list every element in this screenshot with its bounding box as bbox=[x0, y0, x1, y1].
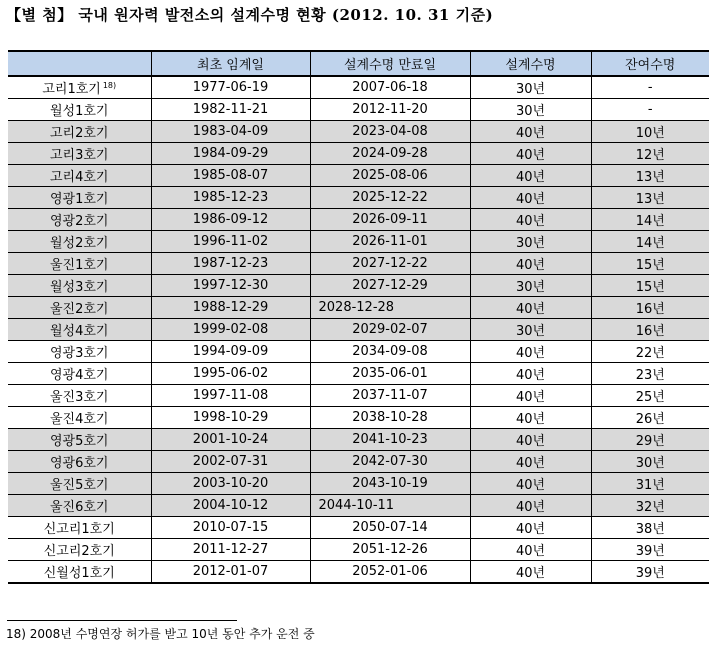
unit-name: 울진3호기 bbox=[49, 390, 109, 405]
design-life-cell: 40년 bbox=[470, 429, 591, 451]
reactor-lifespan-table bbox=[8, 50, 709, 584]
unit-name: 울진6호기 bbox=[49, 500, 109, 515]
remaining-life-cell: 16년 bbox=[591, 297, 709, 319]
first-criticality-cell: 1995-06-02 bbox=[151, 363, 310, 385]
table-row bbox=[8, 319, 709, 341]
design-life-cell: 40년 bbox=[470, 187, 591, 209]
design-life-cell: 30년 bbox=[470, 76, 591, 99]
first-criticality-cell: 2004-10-12 bbox=[151, 495, 310, 517]
header-design-life: 설계수명 bbox=[470, 51, 591, 76]
design-life-expiry-cell: 2038-10-28 bbox=[310, 407, 470, 429]
unit-name-cell bbox=[8, 363, 151, 385]
unit-name-cell bbox=[8, 539, 151, 561]
unit-name-cell bbox=[8, 99, 151, 121]
first-criticality-cell: 2012-01-07 bbox=[151, 561, 310, 584]
first-criticality-cell: 1984-09-29 bbox=[151, 143, 310, 165]
design-life-expiry-cell: 2050-07-14 bbox=[310, 517, 470, 539]
unit-name-cell bbox=[8, 231, 151, 253]
remaining-life-cell: 29년 bbox=[591, 429, 709, 451]
unit-name-cell bbox=[8, 561, 151, 584]
unit-name: 월성4호기 bbox=[49, 324, 109, 339]
design-life-cell: 40년 bbox=[470, 539, 591, 561]
first-criticality-cell: 1982-11-21 bbox=[151, 99, 310, 121]
remaining-life-cell: 15년 bbox=[591, 275, 709, 297]
remaining-life-cell: 16년 bbox=[591, 319, 709, 341]
design-life-expiry-cell: 2027-12-22 bbox=[310, 253, 470, 275]
remaining-life-cell: 13년 bbox=[591, 165, 709, 187]
header-remaining-life: 잔여수명 bbox=[591, 51, 709, 76]
table-row bbox=[8, 407, 709, 429]
design-life-expiry-cell: 2041-10-23 bbox=[310, 429, 470, 451]
table-row bbox=[8, 341, 709, 363]
remaining-life-cell: 38년 bbox=[591, 517, 709, 539]
remaining-life-cell: 25년 bbox=[591, 385, 709, 407]
unit-name: 고리4호기 bbox=[49, 170, 109, 185]
design-life-cell: 40년 bbox=[470, 209, 591, 231]
design-life-cell: 40년 bbox=[470, 363, 591, 385]
first-criticality-cell: 1997-11-08 bbox=[151, 385, 310, 407]
header-design-life-expiry: 설계수명 만료일 bbox=[310, 51, 470, 76]
design-life-cell: 40년 bbox=[470, 473, 591, 495]
design-life-expiry-cell: 2035-06-01 bbox=[310, 363, 470, 385]
unit-name-cell bbox=[8, 297, 151, 319]
table-row bbox=[8, 275, 709, 297]
design-life-cell: 40년 bbox=[470, 561, 591, 584]
unit-name: 울진5호기 bbox=[49, 478, 109, 493]
unit-name-cell bbox=[8, 209, 151, 231]
unit-name: 고리1호기 bbox=[42, 82, 101, 97]
first-criticality-cell: 2010-07-15 bbox=[151, 517, 310, 539]
design-life-cell: 40년 bbox=[470, 451, 591, 473]
design-life-cell: 40년 bbox=[470, 297, 591, 319]
table-row bbox=[8, 429, 709, 451]
unit-name: 고리2호기 bbox=[49, 126, 109, 141]
design-life-cell: 30년 bbox=[470, 275, 591, 297]
design-life-expiry-cell: 2025-12-22 bbox=[310, 187, 470, 209]
unit-name-cell bbox=[8, 517, 151, 539]
unit-name: 월성1호기 bbox=[49, 104, 109, 119]
table-row bbox=[8, 385, 709, 407]
table-row bbox=[8, 297, 709, 319]
design-life-expiry-cell: 2029-02-07 bbox=[310, 319, 470, 341]
first-criticality-cell: 1996-11-02 bbox=[151, 231, 310, 253]
header-first-criticality: 최초 임계일 bbox=[151, 51, 310, 76]
unit-name: 영광4호기 bbox=[49, 368, 109, 383]
design-life-cell: 40년 bbox=[470, 385, 591, 407]
design-life-expiry-cell: 2034-09-08 bbox=[310, 341, 470, 363]
remaining-life-cell: 31년 bbox=[591, 473, 709, 495]
unit-name: 울진2호기 bbox=[49, 302, 109, 317]
design-life-cell: 40년 bbox=[470, 341, 591, 363]
design-life-expiry-cell: 2026-09-11 bbox=[310, 209, 470, 231]
design-life-expiry-cell: 2037-11-07 bbox=[310, 385, 470, 407]
unit-name-cell bbox=[8, 385, 151, 407]
remaining-life-cell: 22년 bbox=[591, 341, 709, 363]
table-row bbox=[8, 539, 709, 561]
design-life-cell: 30년 bbox=[470, 231, 591, 253]
first-criticality-cell: 1986-09-12 bbox=[151, 209, 310, 231]
unit-name-cell bbox=[8, 429, 151, 451]
remaining-life-cell: - bbox=[591, 76, 709, 99]
remaining-life-cell: 26년 bbox=[591, 407, 709, 429]
unit-name-cell bbox=[8, 341, 151, 363]
table-row bbox=[8, 76, 709, 99]
unit-name: 신월성1호기 bbox=[43, 566, 115, 581]
first-criticality-cell: 1977-06-19 bbox=[151, 76, 310, 99]
table-row bbox=[8, 473, 709, 495]
unit-name-cell bbox=[8, 76, 151, 99]
remaining-life-cell: 14년 bbox=[591, 209, 709, 231]
design-life-expiry-cell: 2012-11-20 bbox=[310, 99, 470, 121]
design-life-expiry-cell: 2052-01-06 bbox=[310, 561, 470, 584]
unit-name: 영광2호기 bbox=[49, 214, 109, 229]
remaining-life-cell: 14년 bbox=[591, 231, 709, 253]
design-life-expiry-cell: 2007-06-18 bbox=[310, 76, 470, 99]
unit-name: 울진1호기 bbox=[49, 258, 109, 273]
remaining-life-cell: 30년 bbox=[591, 451, 709, 473]
footnote-ref: 18) bbox=[102, 80, 117, 90]
first-criticality-cell: 2002-07-31 bbox=[151, 451, 310, 473]
unit-name: 신고리2호기 bbox=[43, 544, 115, 559]
table-row bbox=[8, 99, 709, 121]
design-life-expiry-cell: 2043-10-19 bbox=[310, 473, 470, 495]
design-life-cell: 30년 bbox=[470, 99, 591, 121]
remaining-life-cell: 15년 bbox=[591, 253, 709, 275]
design-life-expiry-cell: 2025-08-06 bbox=[310, 165, 470, 187]
unit-name-cell bbox=[8, 473, 151, 495]
table-row bbox=[8, 209, 709, 231]
table-row bbox=[8, 165, 709, 187]
remaining-life-cell: 32년 bbox=[591, 495, 709, 517]
unit-name-cell bbox=[8, 121, 151, 143]
first-criticality-cell: 1988-12-29 bbox=[151, 297, 310, 319]
table-row bbox=[8, 187, 709, 209]
unit-name: 월성3호기 bbox=[49, 280, 109, 295]
first-criticality-cell: 2011-12-27 bbox=[151, 539, 310, 561]
table-row bbox=[8, 517, 709, 539]
remaining-life-cell: 39년 bbox=[591, 539, 709, 561]
unit-name-cell bbox=[8, 407, 151, 429]
unit-name-cell bbox=[8, 319, 151, 341]
footnote: 18) 2008년 수명연장 허가를 받고 10년 동안 추가 운전 중 bbox=[6, 627, 315, 641]
remaining-life-cell: - bbox=[591, 99, 709, 121]
design-life-cell: 40년 bbox=[470, 253, 591, 275]
first-criticality-cell: 1983-04-09 bbox=[151, 121, 310, 143]
table-row bbox=[8, 253, 709, 275]
design-life-expiry-cell: 2024-09-28 bbox=[310, 143, 470, 165]
unit-name-cell bbox=[8, 165, 151, 187]
design-life-cell: 40년 bbox=[470, 517, 591, 539]
design-life-expiry-cell: 2028-12-28 bbox=[310, 297, 470, 319]
table-row bbox=[8, 231, 709, 253]
first-criticality-cell: 2001-10-24 bbox=[151, 429, 310, 451]
design-life-cell: 40년 bbox=[470, 165, 591, 187]
unit-name-cell bbox=[8, 187, 151, 209]
design-life-expiry-cell: 2051-12-26 bbox=[310, 539, 470, 561]
table-row bbox=[8, 121, 709, 143]
table-header-row bbox=[8, 51, 709, 76]
unit-name: 영광5호기 bbox=[49, 434, 109, 449]
unit-name: 영광3호기 bbox=[49, 346, 109, 361]
design-life-cell: 30년 bbox=[470, 319, 591, 341]
table-body bbox=[8, 76, 709, 583]
first-criticality-cell: 1994-09-09 bbox=[151, 341, 310, 363]
design-life-expiry-cell: 2023-04-08 bbox=[310, 121, 470, 143]
unit-name: 영광6호기 bbox=[49, 456, 109, 471]
remaining-life-cell: 12년 bbox=[591, 143, 709, 165]
table-row bbox=[8, 143, 709, 165]
first-criticality-cell: 1997-12-30 bbox=[151, 275, 310, 297]
unit-name: 신고리1호기 bbox=[43, 522, 115, 537]
first-criticality-cell: 1985-12-23 bbox=[151, 187, 310, 209]
first-criticality-cell: 1985-08-07 bbox=[151, 165, 310, 187]
first-criticality-cell: 1998-10-29 bbox=[151, 407, 310, 429]
unit-name: 월성2호기 bbox=[49, 236, 109, 251]
table-row bbox=[8, 561, 709, 584]
page-title: 【별 첨】 국내 원자력 발전소의 설계수명 현황 (2012. 10. 31 기준) bbox=[6, 6, 494, 24]
table-row bbox=[8, 363, 709, 385]
first-criticality-cell: 1987-12-23 bbox=[151, 253, 310, 275]
unit-name: 영광1호기 bbox=[49, 192, 109, 207]
header-unit bbox=[8, 51, 151, 76]
design-life-expiry-cell: 2027-12-29 bbox=[310, 275, 470, 297]
remaining-life-cell: 13년 bbox=[591, 187, 709, 209]
design-life-cell: 40년 bbox=[470, 143, 591, 165]
unit-name: 고리3호기 bbox=[49, 148, 109, 163]
remaining-life-cell: 39년 bbox=[591, 561, 709, 584]
table-row bbox=[8, 451, 709, 473]
unit-name-cell bbox=[8, 275, 151, 297]
table-row bbox=[8, 495, 709, 517]
design-life-cell: 40년 bbox=[470, 407, 591, 429]
design-life-expiry-cell: 2044-10-11 bbox=[310, 495, 470, 517]
first-criticality-cell: 2003-10-20 bbox=[151, 473, 310, 495]
unit-name: 울진4호기 bbox=[49, 412, 109, 427]
footnote-rule bbox=[7, 620, 237, 621]
first-criticality-cell: 1999-02-08 bbox=[151, 319, 310, 341]
unit-name-cell bbox=[8, 143, 151, 165]
design-life-expiry-cell: 2042-07-30 bbox=[310, 451, 470, 473]
design-life-expiry-cell: 2026-11-01 bbox=[310, 231, 470, 253]
unit-name-cell bbox=[8, 451, 151, 473]
design-life-cell: 40년 bbox=[470, 495, 591, 517]
unit-name-cell bbox=[8, 253, 151, 275]
design-life-cell: 40년 bbox=[470, 121, 591, 143]
unit-name-cell bbox=[8, 495, 151, 517]
remaining-life-cell: 10년 bbox=[591, 121, 709, 143]
remaining-life-cell: 23년 bbox=[591, 363, 709, 385]
